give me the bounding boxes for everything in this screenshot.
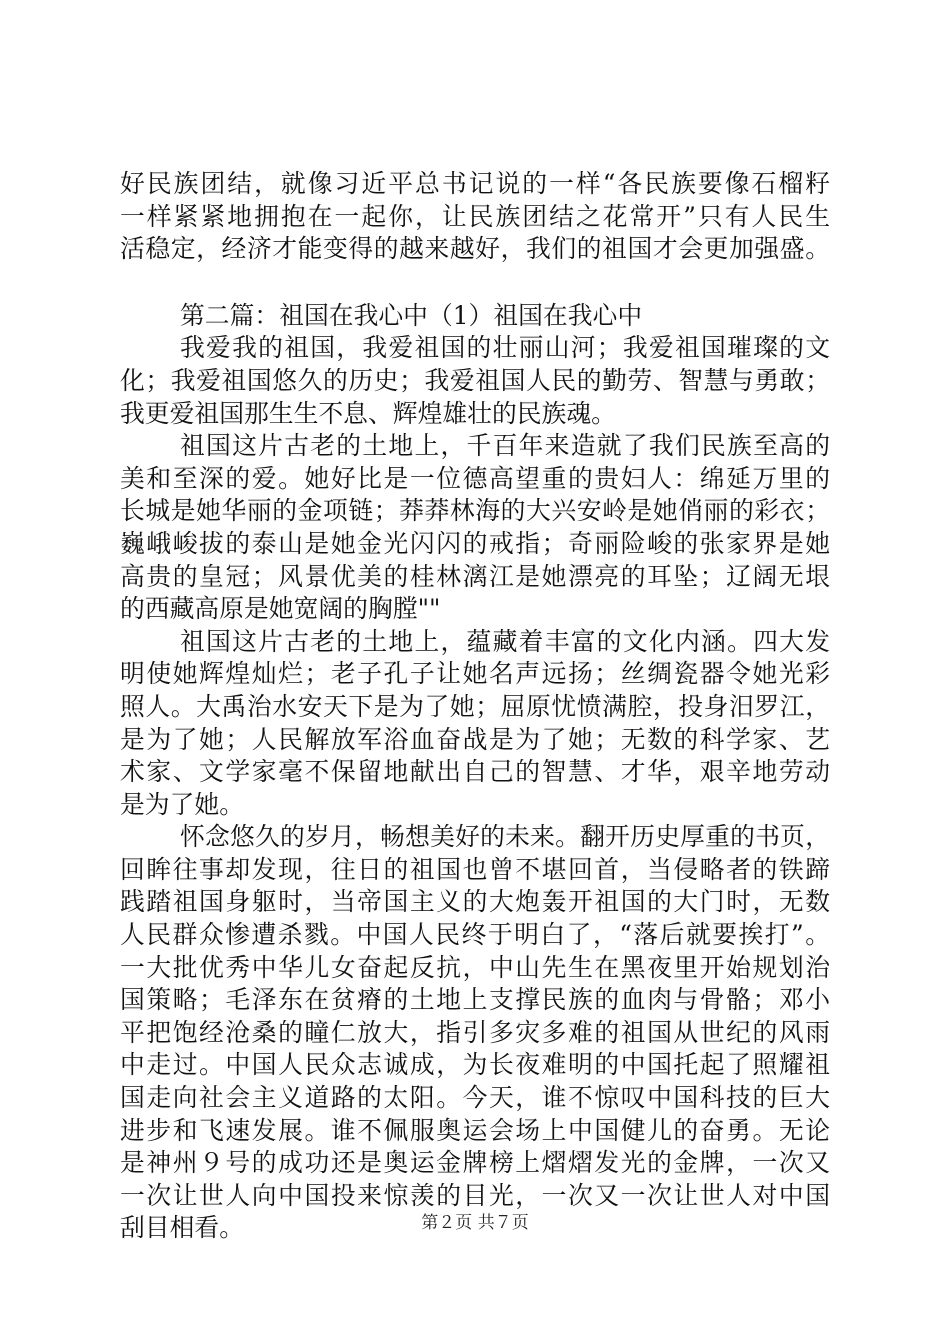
paragraph2-line: 巍峨峻拔的泰山是她金光闪闪的戒指；奇丽险峻的张家界是她 — [120, 528, 830, 558]
paragraph4-line: 刮目相看。 — [120, 1213, 244, 1243]
paragraph4-line: 中走过。中国人民众志诚成，为长夜难明的中国托起了照耀祖 — [120, 1050, 830, 1080]
paragraph4-line: 平把饱经沧桑的瞳仁放大，指引多灾多难的祖国从世纪的风雨 — [120, 1017, 830, 1047]
paragraph3-line: 是为了她。 — [120, 789, 244, 819]
paragraph4-line: 践踏祖国身躯时，当帝国主义的大炮轰开祖国的大门时，无数 — [120, 887, 830, 917]
paragraph1-line: 化；我爱祖国悠久的历史；我爱祖国人民的勤劳、智慧与勇敢； — [120, 365, 830, 395]
paragraph3-line: 是为了她；人民解放军浴血奋战是为了她；无数的科学家、艺 — [120, 724, 830, 754]
paragraph2-line: 的西藏高原是她宽阔的胸膛"" — [120, 594, 441, 624]
paragraph2-line: 高贵的皇冠；风景优美的桂林漓江是她漂亮的耳坠；辽阔无垠 — [120, 561, 830, 591]
paragraph3-line: 祖国这片古老的土地上，蕴藏着丰富的文化内涵。四大发 — [180, 626, 830, 656]
paragraph3-line: 术家、文学家毫不保留地献出自己的智慧、才华，艰辛地劳动 — [120, 757, 830, 787]
document-body — [120, 168, 830, 1245]
paragraph4-line: 人民群众惨遭杀戮。中国人民终于明白了，“落后就要挨打”。 — [120, 920, 830, 950]
paragraph4-line: 是神州９号的成功还是奥运金牌榜上熠熠发光的金牌，一次又 — [120, 1148, 830, 1178]
intro-line: 好民族团结，就像习近平总书记说的一样“各民族要像石榴籽 — [120, 169, 830, 198]
paragraph4-line: 进步和飞速发展。谁不佩服奥运会场上中国健儿的奋勇。无论 — [120, 1115, 830, 1145]
paragraph4-line: 国策略；毛泽东在贫瘠的土地上支撑民族的血肉与骨骼；邓小 — [120, 985, 830, 1015]
paragraph1-line: 我更爱祖国那生生不息、辉煌雄壮的民族魂。 — [120, 398, 616, 428]
paragraph3-line: 照人。大禹治水安天下是为了她；屈原忧愤满腔，投身汨罗江， — [120, 691, 830, 721]
paragraph1-line: 我爱我的祖国，我爱祖国的壮丽山河；我爱祖国璀璨的文 — [180, 333, 830, 363]
paragraph2-line: 美和至深的爱。她好比是一位德高望重的贵妇人：绵延万里的 — [120, 463, 830, 493]
paragraph4-line: 国走向社会主义道路的太阳。今天，谁不惊叹中国科技的巨大 — [120, 1083, 830, 1113]
paragraph4-line: 回眸往事却发现，往日的祖国也曾不堪回首，当侵略者的铁蹄 — [120, 854, 830, 884]
paragraph2-line: 祖国这片古老的土地上，千百年来造就了我们民族至高的 — [180, 431, 830, 461]
paragraph2-line: 长城是她华丽的金项链；莽莽林海的大兴安岭是她俏丽的彩衣； — [120, 496, 830, 526]
page-number-footer: 第２页 共７页 — [421, 1213, 529, 1233]
paragraph4-line: 一大批优秀中华儿女奋起反抗，中山先生在黑夜里开始规划治 — [120, 952, 830, 982]
paragraph3-line: 明使她辉煌灿烂；老子孔子让她名声远扬；丝绸瓷器令她光彩 — [120, 659, 830, 689]
intro-line: 活稳定，经济才能变得的越来越好，我们的祖国才会更加强盛。 — [120, 234, 830, 264]
paragraph4-line: 怀念悠久的岁月，畅想美好的未来。翻开历史厚重的书页， — [180, 822, 830, 852]
section-heading: 第二篇：祖国在我心中（1）祖国在我心中 — [180, 300, 643, 330]
paragraph4-line: 一次让世人向中国投来惊羡的目光，一次又一次让世人对中国 — [120, 1180, 830, 1210]
intro-line: 一样紧紧地拥抱在一起你，让民族团结之花常开”只有人民生 — [120, 201, 830, 231]
